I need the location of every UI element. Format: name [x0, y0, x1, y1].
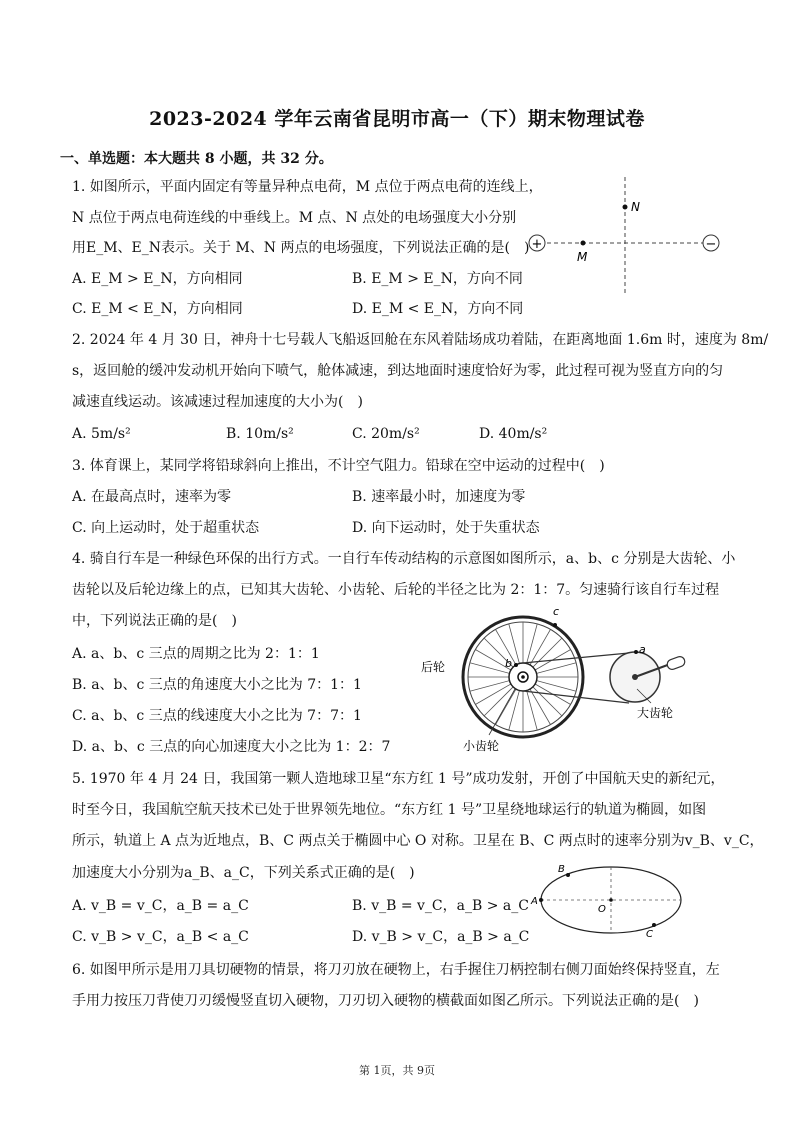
rear-wheel [463, 617, 583, 737]
q5-stem-line: 加速度大小分别为a_B、a_C，下列关系式正确的是( ) [72, 865, 415, 881]
q5-orbit-diagram [528, 862, 708, 942]
q4-option-c: C. a、b、c 三点的线速度大小之比为 7：7：1 [72, 708, 362, 724]
q1-stem-line: 1. 如图所示，平面内固定有等量异种点电荷，M 点位于两点电荷的连线上， [72, 179, 543, 195]
plus-charge-label: + [531, 237, 543, 252]
q1-field-diagram [525, 175, 725, 300]
point-m-dot [581, 241, 586, 246]
q1-option-a: A. E_M > E_N，方向相同 [72, 271, 243, 287]
q2-stem-line: 2. 2024 年 4 月 30 日，神舟十七号载人飞船返回舱在东风着陆场成功着陆，在距离地面 1.6m 时，速度为 8m/ [72, 332, 769, 348]
q4-stem-line: 中，下列说法正确的是( ) [72, 613, 237, 629]
big-gear [610, 652, 686, 702]
q3-stem-line: 3. 体育课上，某同学将铅球斜向上推出，不计空气阻力。铅球在空中运动的过程中( ) [72, 458, 605, 474]
point-m-label: M [577, 250, 588, 264]
q4-stem-line: 4. 骑自行车是一种绿色环保的出行方式。一自行车传动结构的示意图如图所示，a、b、c 分别是大齿轮、小 [72, 551, 736, 567]
q1-stem-line: 用E_M、E_N表示。关于 M、N 两点的电场强度，下列说法正确的是( ) [72, 240, 530, 256]
q1-option-c: C. E_M < E_N，方向相同 [72, 301, 243, 317]
q3-option-c: C. 向上运动时，处于超重状态 [72, 520, 260, 536]
q5-option-d: D. v_B > v_C，a_B > a_C [352, 929, 530, 945]
q3-option-b: B. 速率最小时，加速度为零 [352, 489, 526, 505]
q5-stem-line: 所示，轨道上 A 点为近地点，B、C 两点关于椭圆中心 O 对称。卫星在 B、C 两点时的速率分别为v_B、v_C， [72, 833, 764, 849]
point-c-label: C [646, 929, 653, 940]
q5-stem-line: 时至今日，我国航空航天技术已处于世界领先地位。“东方红 1 号”卫星绕地球运行的轨道为椭圆，如图 [72, 802, 707, 818]
point-b-label: B [558, 864, 565, 875]
q4-option-a: A. a、b、c 三点的周期之比为 2：1：1 [72, 646, 320, 662]
q6-stem-line: 手用力按压刀背使刀刃缓慢竖直切入硬物，刀刃切入硬物的横截面如图乙所示。下列说法正确的是( ) [72, 993, 699, 1009]
q1-option-b: B. E_M > E_N，方向不同 [352, 271, 523, 287]
q2-option-a: A. 5m/s² [72, 426, 131, 442]
q3-option-d: D. 向下运动时，处于失重状态 [352, 520, 540, 536]
point-a-label: a [639, 643, 646, 656]
rear-wheel-label: 后轮 [421, 660, 446, 674]
page-footer: 第 1页，共 9页 [359, 1064, 435, 1077]
q3-option-a: A. 在最高点时，速率为零 [72, 489, 232, 505]
q5-option-b: B. v_B = v_C，a_B > a_C [352, 898, 529, 914]
q2-option-d: D. 40m/s² [479, 426, 548, 442]
q2-option-c: C. 20m/s² [352, 426, 420, 442]
q6-stem-line: 6. 如图甲所示是用刀具切硬物的情景，将刀刃放在硬物上，右手握住刀柄控制右侧刀面始终保持竖直，左 [72, 962, 720, 978]
point-a-label: A [531, 896, 538, 907]
q4-bicycle-diagram [415, 605, 715, 755]
small-gear-label: 小齿轮 [463, 739, 500, 753]
point-n-label: N [631, 200, 640, 214]
point-n-dot [623, 205, 628, 210]
q4-stem-line: 齿轮以及后轮边缘上的点，已知其大齿轮、小齿轮、后轮的半径之比为 2：1：7。匀速骑行该自行车过程 [72, 582, 720, 598]
page-title: 2023-2024 学年云南省昆明市高一（下）期末物理试卷 [149, 108, 645, 130]
q5-option-a: A. v_B = v_C，a_B = a_C [72, 898, 249, 914]
center-o-label: O [598, 904, 606, 915]
q1-option-d: D. E_M < E_N，方向不同 [352, 301, 524, 317]
q1-stem-line: N 点位于两点电荷连线的中垂线上。M 点、N 点处的电场强度大小分别 [72, 210, 517, 226]
q5-stem-line: 5. 1970 年 4 月 24 日，我国第一颗人造地球卫星“东方红 1 号”成功发射，开创了中国航天史的新纪元， [72, 771, 725, 787]
q2-stem-line: s，返回舱的缓冲发动机开始向下喷气，舱体减速，到达地面时速度恰好为零，此过程可视为竖直方向的匀 [72, 363, 724, 379]
point-b-label: b [505, 657, 512, 670]
q2-stem-line: 减速直线运动。该减速过程加速度的大小为( ) [72, 394, 363, 410]
q4-option-b: B. a、b、c 三点的角速度大小之比为 7：1：1 [72, 677, 362, 693]
minus-charge-label: − [705, 237, 717, 252]
q5-option-c: C. v_B > v_C，a_B < a_C [72, 929, 249, 945]
point-c-label: c [553, 605, 560, 618]
section-heading: 一、单选题：本大题共 8 小题，共 32 分。 [60, 151, 333, 167]
q4-option-d: D. a、b、c 三点的向心加速度大小之比为 1：2：7 [72, 739, 391, 755]
big-gear-label: 大齿轮 [637, 706, 674, 720]
q2-option-b: B. 10m/s² [226, 426, 294, 442]
